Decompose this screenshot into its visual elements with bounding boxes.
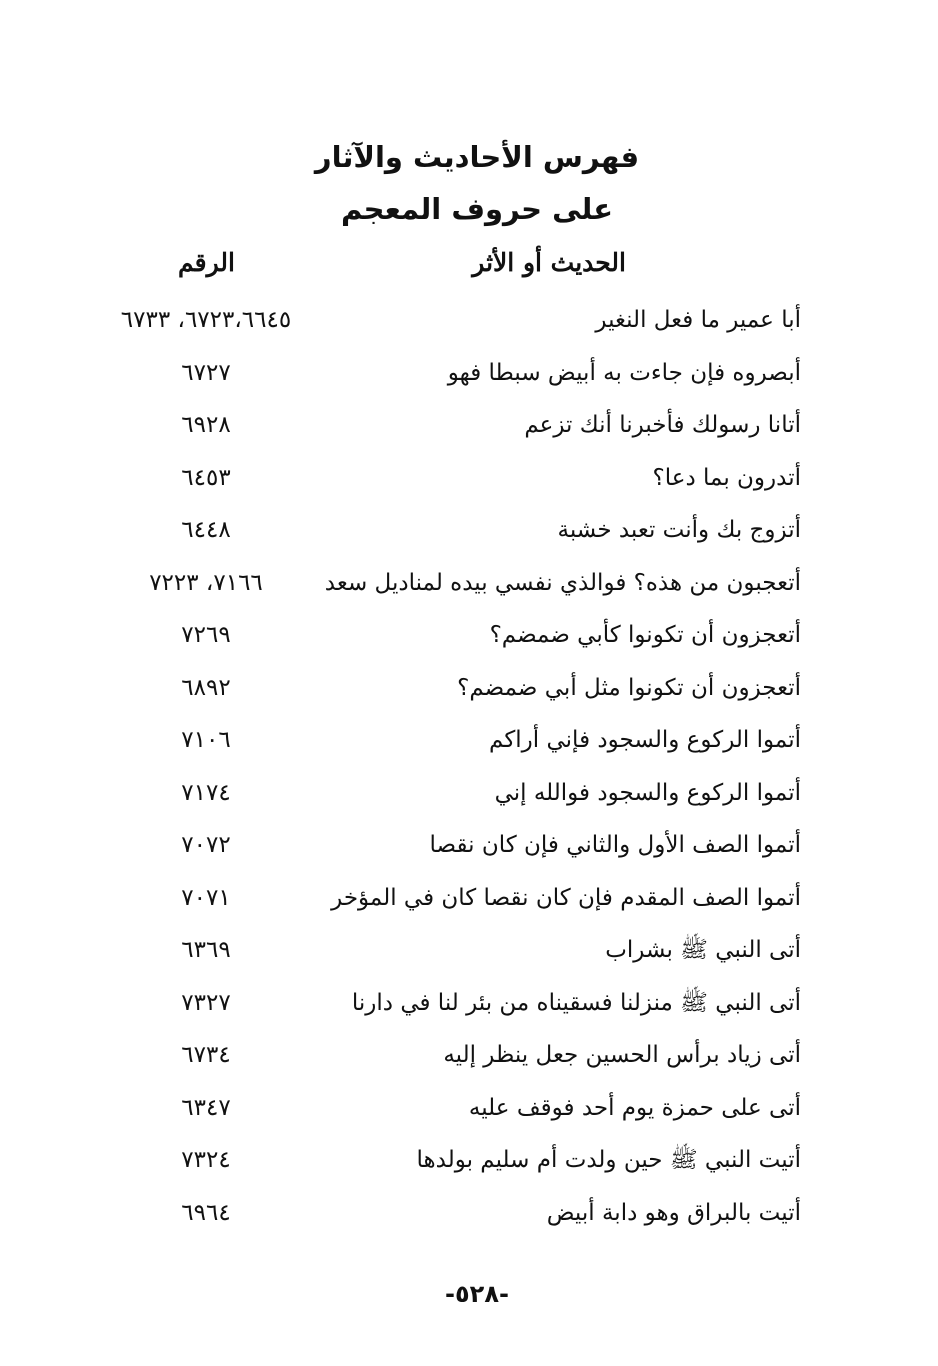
index-row: [0, 298, 938, 351]
hadith-number: ٦٣٤٧: [181, 1094, 231, 1121]
hadith-text: أتى النبي ﷺ منزلنا فسقيناه من بئر لنا في دارنا: [351, 989, 801, 1016]
hadith-text: أتى على حمزة يوم أحد فوقف عليه: [468, 1094, 801, 1121]
index-subtitle-text: على حروف المعجم: [340, 192, 614, 226]
hadith-number: ٦٤٤٨: [181, 517, 231, 543]
hadith-text: أتدرون بما دعا؟: [652, 464, 801, 491]
hadith-text: أبصروه فإن جاءت به أبيض سبطا فهو: [447, 359, 801, 386]
index-title-text: فهرس الأحاديث والآثار: [314, 140, 640, 174]
hadith-number: ٦٤٥٣: [181, 464, 231, 491]
index-title: [0, 140, 938, 174]
index-row: [0, 1086, 938, 1139]
index-row: [0, 1191, 938, 1244]
hadith-number: ٧٢٦٩: [181, 622, 231, 648]
hadith-number: ٦٧٢٣،٦٦٤٥، ٦٧٣٣: [120, 307, 292, 333]
index-row: [0, 508, 938, 561]
hadith-number: ٦٩٢٨: [181, 412, 231, 438]
index-row: [0, 981, 938, 1034]
column-header-number: الرقم: [178, 248, 235, 277]
hadith-text: أتموا الركوع والسجود فإني أراكم: [489, 727, 801, 753]
index-row: [0, 876, 938, 929]
index-row: [0, 928, 938, 981]
hadith-text: أتموا الصف المقدم فإن كان نقصا كان في المؤخر: [331, 884, 801, 911]
hadith-text: أتعجزون أن تكونوا مثل أبي ضمضم؟: [457, 674, 801, 701]
index-row: [0, 666, 938, 719]
index-row: [0, 771, 938, 824]
index-row: [0, 718, 938, 771]
hadith-number: ٦٧٢٧: [181, 359, 231, 386]
hadith-text: أتيت بالبراق وهو دابة أبيض: [546, 1199, 801, 1226]
hadith-text: أتزوج بك وأنت تعبد خشبة: [557, 517, 801, 543]
index-row: [0, 613, 938, 666]
page-number: [0, 1280, 938, 1308]
hadith-number: ٧١٠٦: [181, 727, 231, 753]
hadith-number: ٦٧٣٤: [181, 1042, 231, 1068]
hadith-text: أتيت النبي ﷺ حين ولدت أم سليم بولدها: [416, 1147, 801, 1173]
index-row: [0, 1033, 938, 1086]
index-subtitle: [0, 192, 938, 226]
hadith-text: أتموا الركوع والسجود فوالله إني: [494, 779, 801, 806]
hadith-text: أتى النبي ﷺ بشراب: [605, 937, 801, 963]
index-list: [0, 298, 938, 1243]
column-header-hadith: الحديث أو الأثر: [472, 248, 626, 277]
hadith-number: ٧٣٢٧: [181, 989, 231, 1016]
hadith-number: ٧٠٧١: [181, 884, 231, 911]
index-row: [0, 351, 938, 404]
hadith-number: ٧٣٢٤: [181, 1147, 231, 1173]
page-number-text: -٥٢٨-: [445, 1280, 509, 1308]
index-row: [0, 823, 938, 876]
hadith-text: أتعجزون أن تكونوا كأبي ضمضم؟: [489, 622, 801, 648]
hadith-text: أتموا الصف الأول والثاني فإن كان نقصا: [429, 832, 801, 858]
index-row: [0, 456, 938, 509]
hadith-number: ٧١٧٤: [181, 779, 231, 806]
hadith-number: ٧٠٧٢: [181, 832, 231, 858]
hadith-text: أتى زياد برأس الحسين جعل ينظر إليه: [443, 1042, 801, 1068]
index-row: [0, 403, 938, 456]
hadith-text: أتانا رسولك فأخبرنا أنك تزعم: [524, 412, 801, 438]
hadith-text: أتعجبون من هذه؟ فوالذي نفسي بيده لمناديل سعد: [324, 569, 801, 596]
hadith-text: أبا عمير ما فعل النغير: [595, 307, 801, 333]
hadith-number: ٧١٦٦، ٧٢٢٣: [149, 569, 263, 596]
index-row: [0, 561, 938, 614]
index-row: [0, 1138, 938, 1191]
hadith-number: ٦٩٦٤: [181, 1199, 231, 1226]
hadith-number: ٦٨٩٢: [181, 674, 231, 701]
hadith-number: ٦٣٦٩: [181, 937, 231, 963]
